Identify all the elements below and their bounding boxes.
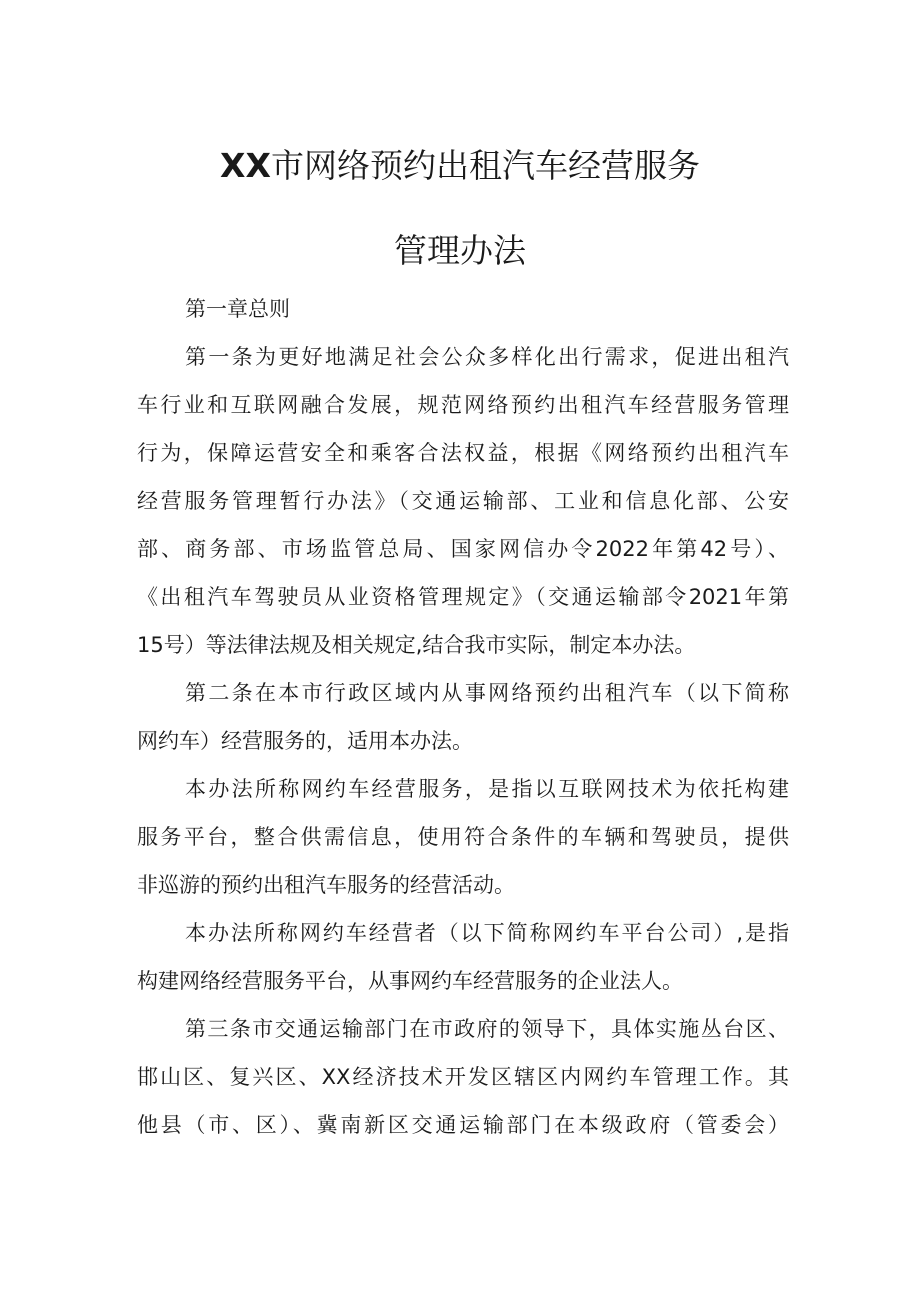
- paragraph-definition-operator: [137, 909, 789, 1005]
- text-line: 第三条市交通运输部门在市政府的领导下，具体实施丛台区、: [185, 1017, 789, 1041]
- text-line: 第二条在本市行政区域内从事网络预约出租汽车（以下简称: [185, 681, 789, 705]
- text-line: 本办法所称网约车经营者（以下简称网约车平台公司）,是指: [185, 921, 789, 945]
- title-rest: 市网络预约出租汽车经营服务: [270, 146, 700, 185]
- paragraph-article-1: [137, 333, 789, 669]
- paragraph-definition-service: [137, 765, 789, 909]
- text-line: 服务平台，整合供需信息，使用符合条件的车辆和驾驶员，提供: [137, 825, 789, 849]
- text-line: 网约车）经营服务的，适用本办法。: [137, 729, 473, 753]
- text-line: 邯山区、复兴区、XX经济技术开发区辖区内网约车管理工作。其: [137, 1065, 789, 1089]
- text-line: 本办法所称网约车经营服务，是指以互联网技术为依托构建: [185, 777, 789, 801]
- document-body: [137, 285, 789, 1149]
- text-line: 他县（市、区）、冀南新区交通运输部门在本级政府（管委会）: [137, 1113, 789, 1137]
- document-title-line-2: 管理办法: [394, 231, 526, 270]
- document-title-line-1: [0, 140, 920, 187]
- chapter-heading-text: 第一章总则: [185, 297, 290, 321]
- text-line: 非巡游的预约出租汽车服务的经营活动。: [137, 873, 515, 897]
- text-line: 《出租汽车驾驶员从业资格管理规定》（交通运输部令2021年第: [137, 585, 789, 609]
- text-line: 经营服务管理暂行办法》（交通运输部、工业和信息化部、公安: [137, 489, 789, 513]
- chapter-heading: [137, 285, 789, 333]
- paragraph-article-3: [137, 1005, 789, 1149]
- text-line: 15号）等法律法规及相关规定,结合我市实际，制定本办法。: [137, 633, 696, 657]
- text-line: 第一条为更好地满足社会公众多样化出行需求，促进出租汽: [185, 345, 789, 369]
- title-prefix: XX: [220, 146, 271, 185]
- paragraph-article-2: [137, 669, 789, 765]
- text-line: 构建网络经营服务平台，从事网约车经营服务的企业法人。: [137, 969, 683, 993]
- text-line: 行为，保障运营安全和乘客合法权益，根据《网络预约出租汽车: [137, 441, 789, 465]
- text-line: 车行业和互联网融合发展，规范网络预约出租汽车经营服务管理: [137, 393, 789, 417]
- text-line: 部、商务部、市场监管总局、国家网信办令2022年第42号）、: [137, 537, 789, 561]
